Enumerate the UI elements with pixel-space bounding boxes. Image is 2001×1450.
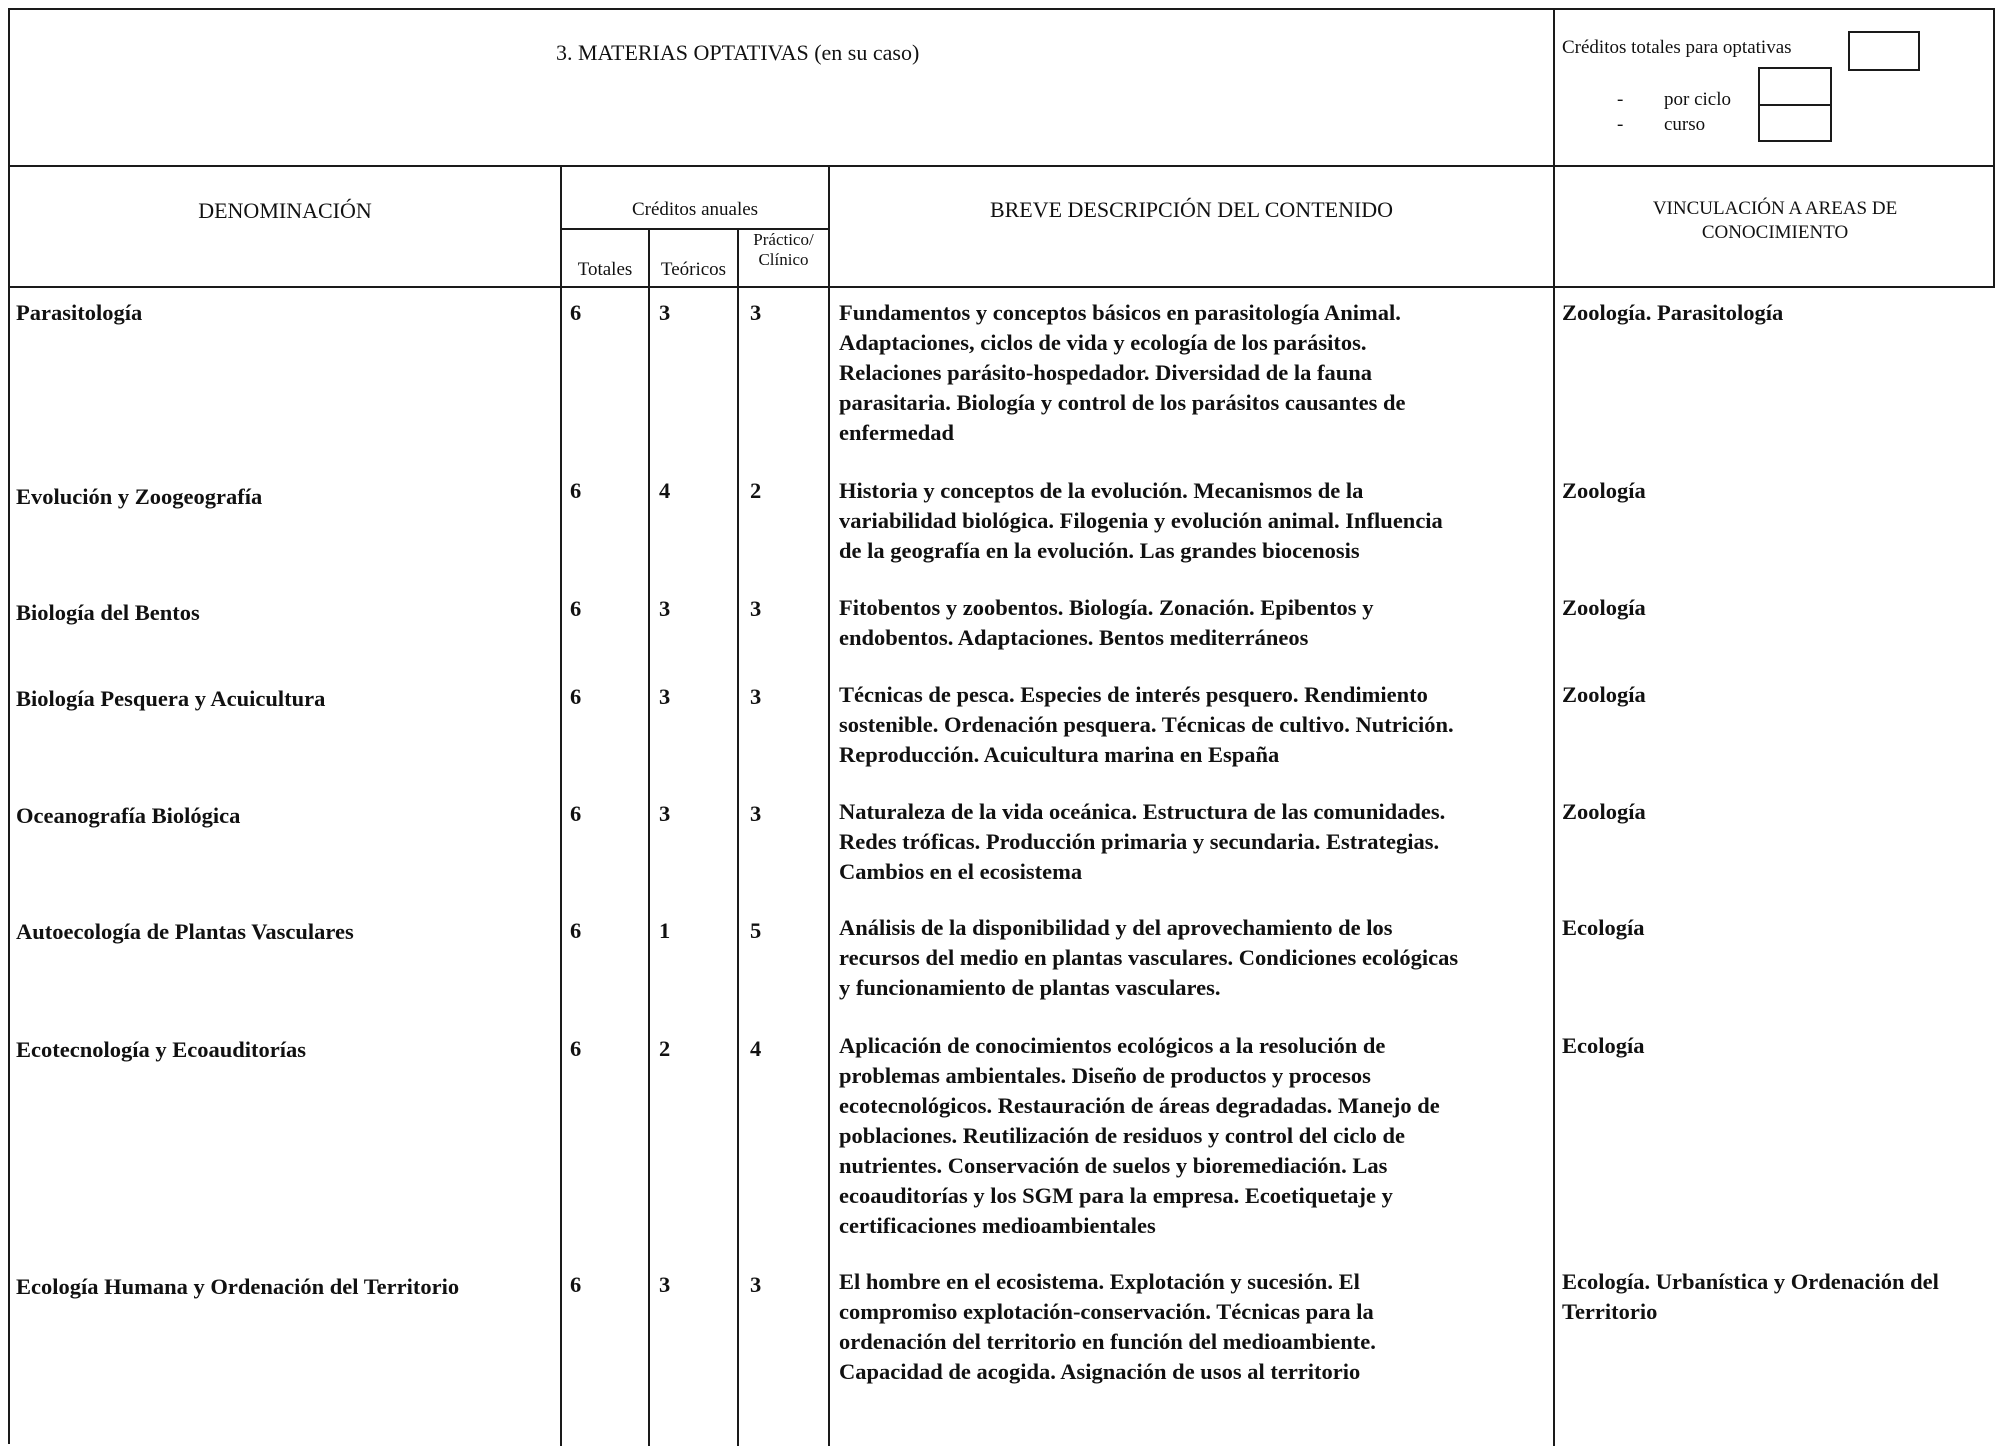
row-description: [839, 1031, 1440, 1241]
desc-line: Naturaleza de la vida oceánica. Estructura de las comunidades.: [839, 799, 1446, 824]
desc-line: compromiso explotación-conservación. Técnicas para la: [839, 1299, 1374, 1324]
col-sep-denominacion: [560, 165, 562, 1446]
row-totales: 6: [570, 801, 582, 826]
row-totales: 6: [570, 918, 582, 943]
row-teoricos: 2: [659, 1036, 671, 1061]
row-area: Ecología: [1562, 915, 1645, 940]
desc-line: Aplicación de conocimientos ecológicos a la resolución de: [839, 1033, 1386, 1058]
row-practicos: 5: [750, 918, 762, 943]
row-practicos: 3: [750, 684, 762, 709]
section-title: 3. MATERIAS OPTATIVAS (en su caso): [556, 40, 920, 65]
desc-line: nutrientes. Conservación de suelos y bioremediación. Las: [839, 1153, 1388, 1178]
curso-dash: -: [1617, 114, 1624, 135]
row-teoricos: 3: [659, 596, 671, 621]
desc-line: Relaciones parásito-hospedador. Diversidad de la fauna: [839, 360, 1372, 385]
desc-line: endobentos. Adaptaciones. Bentos mediterráneos: [839, 625, 1309, 650]
desc-line: recursos del medio en plantas vasculares. Condiciones ecológicas: [839, 945, 1459, 970]
row-area: Zoología. Parasitología: [1562, 300, 1784, 325]
area-line: Territorio: [1562, 1299, 1658, 1324]
row-description: [839, 680, 1454, 770]
row-practicos: 3: [750, 1272, 762, 1297]
row-totales: 6: [570, 478, 582, 503]
desc-line: enfermedad: [839, 420, 954, 445]
header-descripcion: BREVE DESCRIPCIÓN DEL CONTENIDO: [989, 197, 1394, 222]
row-totales: 6: [570, 1272, 582, 1297]
row-practicos: 3: [750, 596, 762, 621]
row-practicos: 3: [750, 300, 762, 325]
row-practicos: 3: [750, 801, 762, 826]
desc-line: ordenación del territorio en función del medioambiente.: [839, 1329, 1376, 1354]
desc-line: problemas ambientales. Diseño de productos y procesos: [839, 1063, 1371, 1088]
curso-label: curso: [1664, 114, 1706, 135]
header-divider: [8, 165, 1995, 167]
desc-line: certificaciones medioambientales: [839, 1213, 1156, 1238]
row-description: [839, 1267, 1376, 1387]
header-practico-line-1: Práctico/: [753, 230, 814, 249]
header-vinculacion: [1555, 197, 1995, 245]
header-totales: Totales: [577, 259, 633, 280]
row-description: [839, 298, 1405, 448]
creditos-totales-label: Créditos totales para optativas: [1562, 37, 1792, 58]
row-description: [839, 593, 1373, 653]
row-totales: 6: [570, 300, 582, 325]
row-teoricos: 3: [659, 801, 671, 826]
row-name: Ecotecnología y Ecoauditorías: [16, 1037, 306, 1062]
desc-line: Fitobentos y zoobentos. Biología. Zonación. Epibentos y: [839, 595, 1374, 620]
row-name: Autoecología de Plantas Vasculares: [16, 919, 354, 944]
border-right: [1993, 8, 1995, 288]
desc-line: Técnicas de pesca. Especies de interés pesquero. Rendimiento: [839, 682, 1428, 707]
desc-line: y funcionamiento de plantas vasculares.: [839, 975, 1221, 1000]
desc-line: sostenible. Ordenación pesquera. Técnicas de cultivo. Nutrición.: [839, 712, 1454, 737]
desc-line: Capacidad de acogida. Asignación de usos al territorio: [839, 1359, 1361, 1384]
desc-line: Reproducción. Acuicultura marina en España: [839, 742, 1280, 767]
col-sep-practicos: [828, 165, 830, 1446]
por-ciclo-dash: -: [1617, 89, 1624, 110]
row-name: Parasitología: [16, 300, 143, 325]
row-area: Zoología: [1562, 595, 1646, 620]
header-denominacion: DENOMINACIÓN: [198, 198, 372, 223]
desc-line: de la geografía en la evolución. Las grandes biocenosis: [839, 538, 1360, 563]
row-area: [1562, 1267, 1939, 1327]
row-teoricos: 3: [659, 684, 671, 709]
area-line: Ecología. Urbanística y Ordenación del: [1562, 1269, 1939, 1294]
desc-line: Historia y conceptos de la evolución. Mecanismos de la: [839, 478, 1364, 503]
row-totales: 6: [570, 596, 582, 621]
desc-line: Fundamentos y conceptos básicos en parasitología Animal.: [839, 300, 1401, 325]
row-teoricos: 4: [659, 478, 671, 503]
row-practicos: 2: [750, 478, 762, 503]
header-vinculacion-line-2: CONOCIMIENTO: [1701, 222, 1849, 243]
por-ciclo-label: por ciclo: [1664, 89, 1732, 110]
row-description: [839, 476, 1443, 566]
column-header-divider: [8, 286, 1995, 288]
row-area: Zoología: [1562, 478, 1646, 503]
desc-line: parasitaria. Biología y control de los parásitos causantes de: [839, 390, 1406, 415]
header-practico: [739, 230, 828, 270]
col-sep-totales: [648, 228, 650, 1446]
row-totales: 6: [570, 684, 582, 709]
row-name: Biología del Bentos: [16, 600, 200, 625]
desc-line: Cambios en el ecosistema: [839, 859, 1083, 884]
header-teoricos: Teóricos: [660, 259, 727, 280]
col-sep-teoricos: [737, 228, 739, 1446]
por-ciclo-field[interactable]: [1758, 67, 1832, 106]
row-practicos: 4: [750, 1036, 762, 1061]
row-area: Zoología: [1562, 682, 1646, 707]
desc-line: variabilidad biológica. Filogenia y evolución animal. Influencia: [839, 508, 1443, 533]
border-top: [8, 8, 1995, 10]
row-teoricos: 1: [659, 918, 671, 943]
row-teoricos: 3: [659, 1272, 671, 1297]
curso-field[interactable]: [1758, 104, 1832, 142]
row-area: Ecología: [1562, 1033, 1645, 1058]
desc-line: El hombre en el ecosistema. Explotación y sucesión. El: [839, 1269, 1360, 1294]
row-name: Oceanografía Biológica: [16, 803, 241, 828]
creditos-totales-field[interactable]: [1848, 31, 1920, 71]
desc-line: Análisis de la disponibilidad y del aprovechamiento de los: [839, 915, 1393, 940]
row-name: Ecología Humana y Ordenación del Territorio: [16, 1274, 460, 1299]
header-creditos-anuales: Créditos anuales: [631, 199, 759, 220]
row-totales: 6: [570, 1036, 582, 1061]
row-area: Zoología: [1562, 799, 1646, 824]
header-vinculacion-line-1: VINCULACIÓN A AREAS DE: [1652, 198, 1898, 219]
desc-line: Adaptaciones, ciclos de vida y ecología de los parásitos.: [839, 330, 1367, 355]
header-practico-line-2: Clínico: [758, 250, 809, 269]
row-description: [839, 797, 1445, 887]
row-description: [839, 913, 1458, 1003]
desc-line: ecoauditorías y los SGM para la empresa. Ecoetiquetaje y: [839, 1183, 1393, 1208]
desc-line: ecotecnológicos. Restauración de áreas degradadas. Manejo de: [839, 1093, 1440, 1118]
desc-line: poblaciones. Reutilización de residuos y control del ciclo de: [839, 1123, 1406, 1148]
desc-line: Redes tróficas. Producción primaria y secundaria. Estrategias.: [839, 829, 1440, 854]
row-name: Biología Pesquera y Acuicultura: [16, 686, 326, 711]
row-teoricos: 3: [659, 300, 671, 325]
row-name: Evolución y Zoogeografía: [16, 484, 263, 509]
